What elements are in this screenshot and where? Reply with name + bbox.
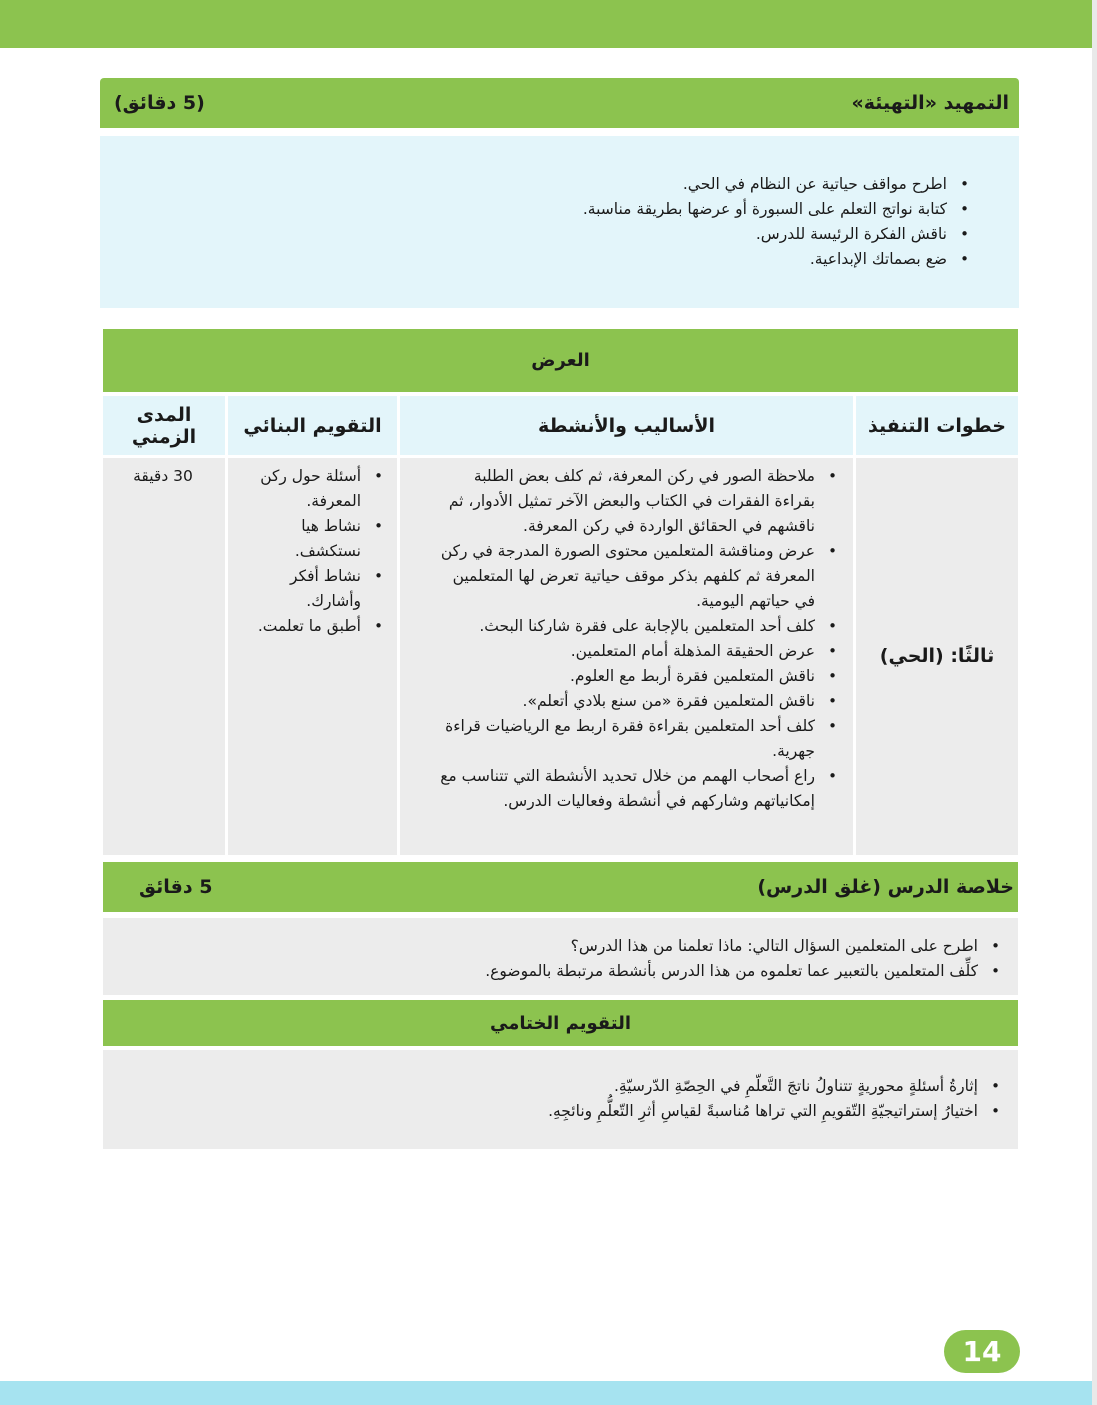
list-item: • كتابة نواتج التعلم على السبورة أو عرضها بطريقة مناسبة. [100, 197, 973, 222]
top-decor-bar [0, 0, 1092, 48]
list-item: • كلف أحد المتعلمين بالإجابة على فقرة شاركنا البحث. [436, 614, 841, 639]
warmup-list [100, 172, 973, 272]
list-item: • عرض ومناقشة المتعلمين محتوى الصورة المدرجة في ركن المعرفة ثم كلفهم بذكر موقف حياتية تعرض لها المتعلمين في حياتهم اليومية. [436, 539, 841, 614]
list-item: • ناقش المتعلمين فقرة أربط مع العلوم. [436, 664, 841, 689]
warmup-body [100, 136, 1019, 308]
presentation-table [103, 396, 1018, 855]
final-eval-body [103, 1050, 1018, 1149]
formative-list [248, 464, 387, 639]
list-item: • راع أصحاب الهمم من خلال تحديد الأنشطة التي تتناسب مع إمكانياتهم وشاركهم في أنشطة وفعاليات الدرس. [436, 764, 841, 814]
list-item: • ناقش الفكرة الرئيسة للدرس. [100, 222, 973, 247]
header-duration: المدى الزمني [103, 396, 225, 458]
page-number: 14 [944, 1330, 1020, 1373]
bottom-decor-bar [0, 1381, 1092, 1405]
list-item: • أسئلة حول ركن المعرفة. [248, 464, 387, 514]
list-item: • اختيارُ إستراتيجيّةِ التّقويمِ التي تراها مُناسبةً لقياسِ أثرِ التّعلُّمِ ونائجِهِ. [103, 1099, 1004, 1124]
header-methods: الأساليب والأنشطة [397, 396, 853, 458]
page-edge [1092, 0, 1097, 1405]
warmup-duration: (5 دقائق) [114, 92, 205, 114]
header-steps: خطوات التنفيذ [853, 396, 1018, 458]
list-item: • كلِّف المتعلمين بالتعبير عما تعلموه من هذا الدرس بأنشطة مرتبطة بالموضوع. [103, 959, 1004, 984]
table-row [103, 458, 1018, 855]
formative-cell [225, 458, 397, 855]
final-eval-header [103, 1000, 1018, 1046]
list-item: • ضع بصماتك الإبداعية. [100, 247, 973, 272]
list-item: • ناقش المتعلمين فقرة «من سنع بلادي أتعلم». [436, 689, 841, 714]
header-formative: التقويم البنائي [225, 396, 397, 458]
list-item: • نشاط أفكر وأشارك. [248, 564, 387, 614]
list-item: • أطبق ما تعلمت. [248, 614, 387, 639]
list-item: • اطرح مواقف حياتية عن النظام في الحي. [100, 172, 973, 197]
methods-list [436, 464, 841, 814]
step-cell: ثالثًا: (الحي) [853, 458, 1018, 855]
list-item: • ملاحظة الصور في ركن المعرفة، ثم كلف بعض الطلبة بقراءة الفقرات في الكتاب والبعض الآخر تمثيل الأدوار، ثم ناقشهم في الحقائق الواردة في ركن المعرفة. [436, 464, 841, 539]
summary-body [103, 918, 1018, 995]
summary-title: خلاصة الدرس (غلق الدرس) [757, 876, 1014, 898]
methods-cell [397, 458, 853, 855]
list-item: • كلف أحد المتعلمين بقراءة فقرة اربط مع الرياضيات قراءة جهرية. [436, 714, 841, 764]
list-item: • إثارةُ أسئلةٍ محوريةٍ تتناولُ ناتجَ التَّعلّمِ في الحِصّةِ الدّرسيّةِ. [103, 1074, 1004, 1099]
list-item: • نشاط هيا نستكشف. [248, 514, 387, 564]
final-eval-list [103, 1074, 1004, 1124]
presentation-title: العرض [531, 350, 590, 371]
summary-duration: 5 دقائق [139, 876, 213, 898]
list-item: • عرض الحقيقة المذهلة أمام المتعلمين. [436, 639, 841, 664]
summary-list [103, 934, 1004, 984]
warmup-title: التمهيد «التهيئة» [851, 92, 1009, 114]
presentation-header [103, 329, 1018, 392]
duration-cell: 30 دقيقة [103, 458, 225, 855]
warmup-header [100, 78, 1019, 128]
list-item: • اطرح على المتعلمين السؤال التالي: ماذا تعلمنا من هذا الدرس؟ [103, 934, 1004, 959]
final-eval-title: التقويم الختامي [489, 1012, 632, 1034]
summary-header [103, 862, 1018, 912]
